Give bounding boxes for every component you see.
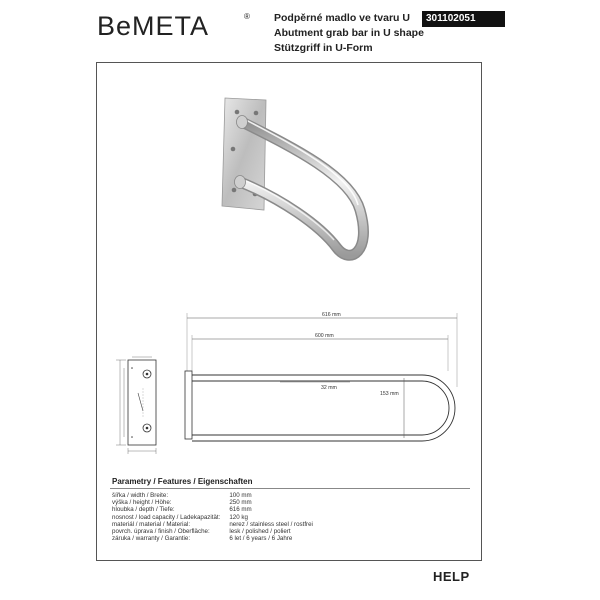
parameters-table xyxy=(112,492,313,542)
dim-length-label: 600 mm xyxy=(315,333,334,339)
table-row xyxy=(112,528,313,535)
table-row xyxy=(112,499,313,506)
param-value: 250 mm xyxy=(229,499,252,507)
side-view-drawing xyxy=(180,305,465,455)
title-de: Stützgriff in U-Form xyxy=(274,42,373,54)
param-value: lesk / polished / poliert xyxy=(229,528,291,536)
param-value: 616 mm xyxy=(229,506,252,514)
parameters-divider xyxy=(110,488,470,489)
product-code-badge: 301102051 xyxy=(422,11,505,27)
dim-total-label: 616 mm xyxy=(322,312,341,318)
param-label: materiál / material / Material: xyxy=(112,520,191,528)
param-value: nerez / stainless steel / rostfrei xyxy=(229,520,313,528)
product-titles xyxy=(274,11,424,56)
table-row xyxy=(112,521,313,528)
parameters-heading: Parametry / Features / Eigenschaften xyxy=(112,477,253,486)
registered-mark: ® xyxy=(244,12,250,21)
table-row xyxy=(112,506,313,513)
table-row xyxy=(112,514,313,521)
param-label: záruka / warranty / Garantie: xyxy=(112,535,191,543)
dim-height-label: 153 mm xyxy=(380,391,399,397)
param-label: výška / height / Höhe: xyxy=(112,499,172,507)
param-value: 6 let / 6 years / 6 Jahre xyxy=(229,535,293,543)
wall-plate-drawing xyxy=(112,355,172,455)
title-en: Abutment grab bar in U shape xyxy=(274,27,424,39)
brand-logo: BeMETA xyxy=(97,11,210,41)
collection-label: HELP xyxy=(433,569,470,584)
dim-gap-label: 32 mm xyxy=(321,385,337,391)
param-value: 120 kg xyxy=(229,513,248,521)
param-label: nosnost / load capacity / Ladekapazität: xyxy=(112,513,221,521)
table-row xyxy=(112,535,313,542)
title-cz: Podpěrné madlo ve tvaru U xyxy=(274,12,410,24)
param-value: 100 mm xyxy=(229,492,252,499)
param-label: šířka / width / Breite: xyxy=(112,492,169,499)
param-label: povrch. úprava / finish / Oberfläche: xyxy=(112,528,210,536)
product-photo xyxy=(200,80,390,280)
param-label: hloubka / depth / Tiefe: xyxy=(112,506,175,514)
table-row xyxy=(112,492,313,499)
